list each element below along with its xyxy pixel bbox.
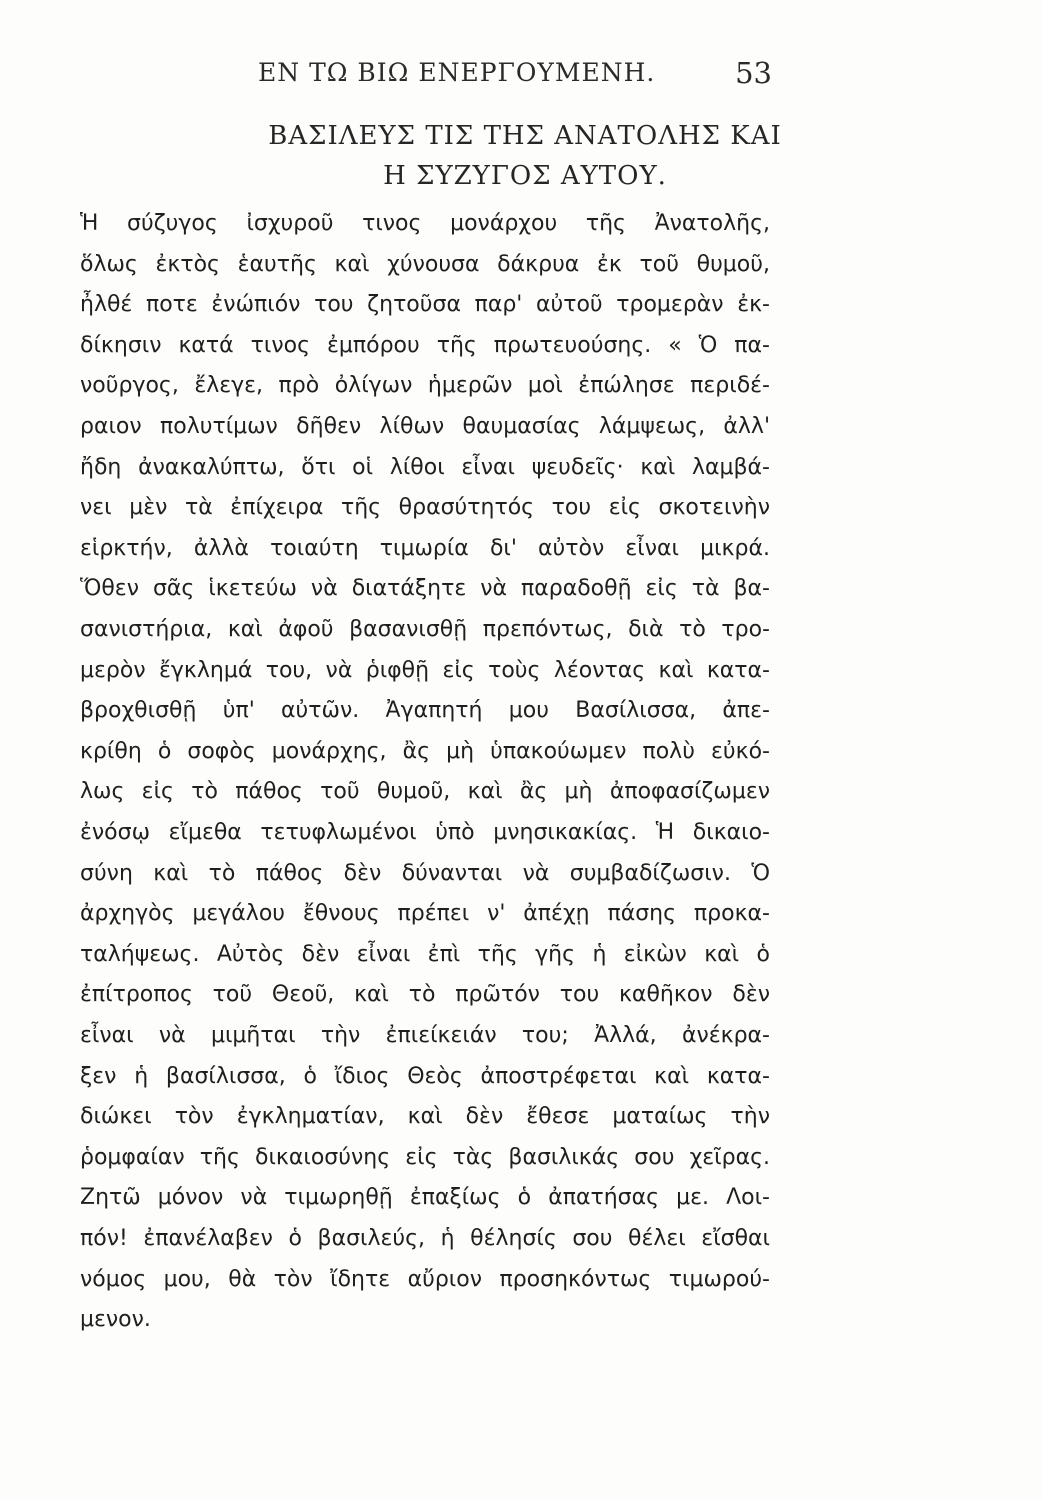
text-line: ραιον πολυτίμων δῆθεν λίθων θαυμασίας λάμψεως, ἀλλ' xyxy=(80,414,770,439)
text-line: πόν! ἐπανέλαβεν ὁ βασιλεύς, ἡ θέλησίς σου θέλει εἴσθαι xyxy=(80,1226,770,1251)
text-line: μενον. xyxy=(80,1307,151,1332)
text-line: Ὅθεν σᾶς ἱκετεύω νὰ διατάξητε νὰ παραδοθῇ εἰς τὰ βα- xyxy=(80,576,770,601)
text-line: δίκησιν κατά τινος ἐμπόρου τῆς πρωτευούσης. « Ὁ πα- xyxy=(80,333,770,358)
section-title-line-1: ΒΑΣΙΛΕΥΣ ΤΙΣ ΤΗΣ ΑΝΑΤΟΛΗΣ ΚΑΙ xyxy=(268,121,782,151)
text-line: σύνη καὶ τὸ πάθος δὲν δύνανται νὰ συμβαδίζωσιν. Ὁ xyxy=(80,861,770,886)
running-title: ΕΝ ΤΩ ΒΙΩ ΕΝΕΡΓΟΥΜΕΝΗ. xyxy=(258,58,656,87)
text-line: ὅλως ἐκτὸς ἑαυτῆς καὶ χύνουσα δάκρυα ἐκ τοῦ θυμοῦ, xyxy=(80,252,770,277)
text-line: ἐνόσῳ εἴμεθα τετυφλωμένοι ὑπὸ μνησικακίας. Ἡ δικαιο- xyxy=(80,820,770,845)
text-line: ἦλθέ ποτε ἐνώπιόν του ζητοῦσα παρ' αὐτοῦ τρομερὰν ἐκ- xyxy=(80,292,770,317)
text-line: ἤδη ἀνακαλύπτω, ὅτι οἱ λίθοι εἶναι ψευδεῖς· καὶ λαμβά- xyxy=(80,455,770,480)
section-title-line-2: Η ΣΥΖΥΓΟΣ ΑΥΤΟΥ. xyxy=(383,161,667,191)
text-line: νει μὲν τὰ ἐπίχειρα τῆς θρασύτητός του εἰς σκοτεινὴν xyxy=(80,495,770,520)
text-line: εἶναι νὰ μιμῆται τὴν ἐπιείκειάν του; Ἀλλά, ἀνέκρα- xyxy=(80,1023,770,1048)
text-line: ῥομφαίαν τῆς δικαιοσύνης εἰς τὰς βασιλικάς σου χεῖρας. xyxy=(80,1145,770,1170)
text-line: ἐπίτροπος τοῦ Θεοῦ, καὶ τὸ πρῶτόν του καθῆκον δὲν xyxy=(80,982,770,1007)
text-line: σανιστήρια, καὶ ἀφοῦ βασανισθῇ πρεπόντως, διὰ τὸ τρο- xyxy=(80,617,770,642)
running-head xyxy=(258,58,778,98)
text-line: ἀρχηγὸς μεγάλου ἔθνους πρέπει ν' ἀπέχῃ πάσης προκα- xyxy=(80,901,770,926)
text-line: εἱρκτήν, ἀλλὰ τοιαύτη τιμωρία δι' αὐτὸν εἶναι μικρά. xyxy=(80,536,770,561)
text-line: λως εἰς τὸ πάθος τοῦ θυμοῦ, καὶ ἂς μὴ ἀποφασίζωμεν xyxy=(80,779,770,804)
text-line: κρίθη ὁ σοφὸς μονάρχης, ἂς μὴ ὑπακούωμεν πολὺ εὐκό- xyxy=(80,739,770,764)
text-line: διώκει τὸν ἐγκληματίαν, καὶ δὲν ἔθεσε ματαίως τὴν xyxy=(80,1104,770,1129)
text-line: βροχθισθῇ ὑπ' αὐτῶν. Ἀγαπητή μου Βασίλισσα, ἀπε- xyxy=(80,698,770,723)
text-line: μερὸν ἔγκλημά του, νὰ ῥιφθῇ εἰς τοὺς λέοντας καὶ κατα- xyxy=(80,658,770,683)
text-line: ξεν ἡ βασίλισσα, ὁ ἴδιος Θεὸς ἀποστρέφεται καὶ κατα- xyxy=(80,1064,770,1089)
text-line: νοῦργος, ἔλεγε, πρὸ ὀλίγων ἡμερῶν μοὶ ἐπώλησε περιδέ- xyxy=(80,373,770,398)
page-number: 53 xyxy=(735,56,772,90)
text-line: Ἡ σύζυγος ἰσχυροῦ τινος μονάρχου τῆς Ἀνατολῆς, xyxy=(80,211,770,236)
text-line: νόμος μου, θὰ τὸν ἴδητε αὔριον προσηκόντως τιμωρού- xyxy=(80,1267,770,1292)
text-line: Ζητῶ μόνον νὰ τιμωρηθῇ ἐπαξίως ὁ ἀπατήσας με. Λοι- xyxy=(80,1185,770,1210)
text-line: ταλήψεως. Αὐτὸς δὲν εἶναι ἐπὶ τῆς γῆς ἡ εἰκὼν καὶ ὁ xyxy=(80,942,770,967)
